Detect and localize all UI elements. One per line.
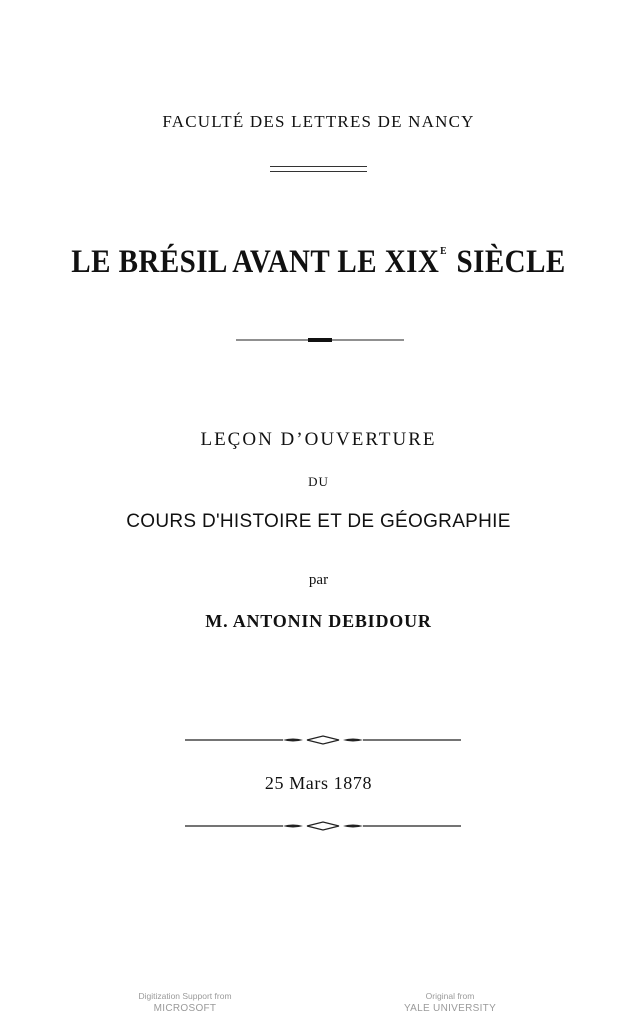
original-source: YALE UNIVERSITY [403, 1003, 497, 1014]
date-text: 25 Mars 1878 [264, 773, 373, 793]
faculty-heading: FACULTÉ DES LETTRES DE NANCY [162, 112, 475, 131]
title-part-2: SIÈCLE [456, 244, 566, 280]
original-label: Original from [425, 991, 475, 1001]
double-rule-divider [270, 166, 367, 172]
du-text: DU [308, 474, 329, 489]
book-title [38, 244, 599, 281]
ornamental-divider-bottom [185, 820, 461, 832]
digitization-label: Digitization Support from [138, 991, 232, 1001]
original-source-credit [390, 991, 510, 1015]
center-ornament-rule [236, 335, 404, 345]
title-part-1: LE BRÉSIL AVANT LE XIX [71, 244, 440, 280]
ornamental-divider-top [185, 734, 461, 746]
digitization-sponsor: MICROSOFT [153, 1003, 217, 1014]
course-title: COURS D'HISTOIRE ET DE GÉOGRAPHIE [126, 511, 511, 532]
lecture-heading: LEÇON D’OUVERTURE [200, 429, 437, 450]
author-name: M. ANTONIN DEBIDOUR [205, 611, 432, 631]
title-superscript: E [440, 245, 448, 257]
digitization-credit [125, 991, 245, 1015]
par-text: par [308, 572, 329, 588]
